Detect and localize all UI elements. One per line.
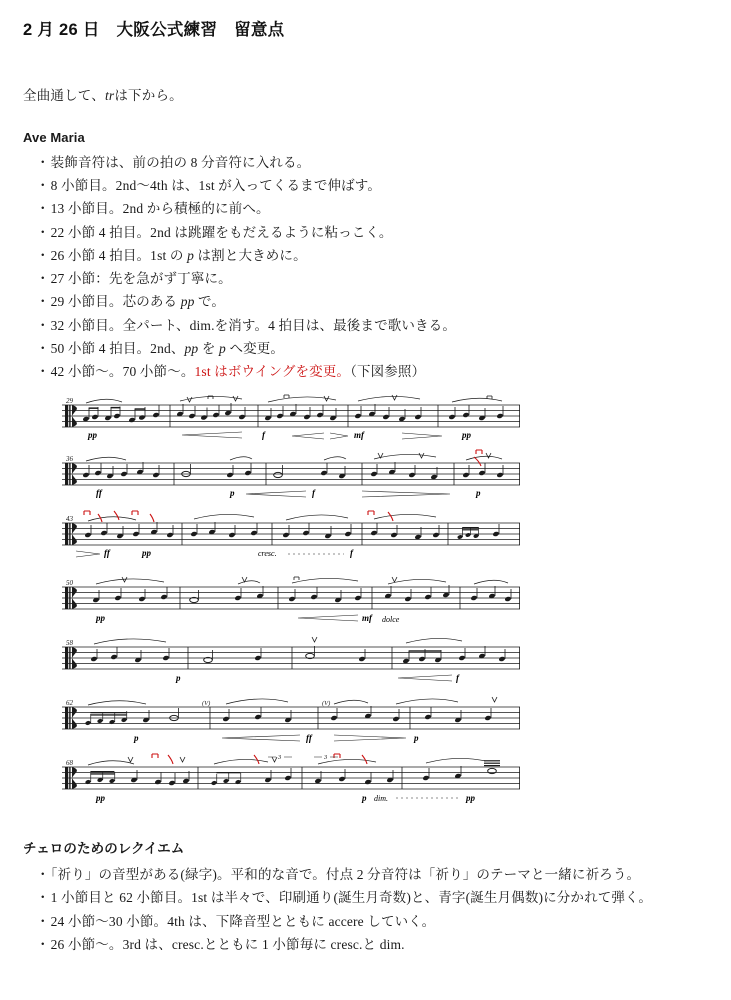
intro-text-before: 全曲通して、: [23, 88, 105, 103]
notes-list-ave-maria: [22, 151, 709, 383]
dynamic-mf: mf: [362, 613, 372, 624]
note-text: 32 小節目。全パート、dim.を消す。4 拍目は、最後まで歌いきる。: [50, 317, 456, 333]
note-text: 26 小節〜。3rd は、cresc.とともに 1 小節毎に cresc.と dim.: [50, 936, 405, 952]
note-text: 装飾音符は、前の拍の 8 分音符に入れる。: [50, 155, 311, 170]
measure-number-label: 50: [66, 579, 73, 588]
note-text: を: [198, 340, 220, 356]
list-item: [36, 267, 709, 290]
tuplet-number: 3: [324, 754, 328, 762]
score-notation-svg: [44, 391, 554, 811]
dynamic-pp: pp: [96, 613, 105, 624]
measure-number-label: 43: [66, 515, 73, 524]
list-item: [36, 174, 709, 197]
optional-marking: (V): [322, 700, 331, 708]
dynamic-pp: pp: [142, 548, 151, 559]
list-item: [36, 886, 709, 909]
list-item: [36, 314, 709, 337]
note-dynamic-mark: p: [219, 340, 226, 356]
note-text: 13 小節目。2nd から積極的に前へ。: [50, 201, 270, 217]
dynamic-mf: mf: [354, 430, 364, 441]
measure-number-label: 62: [66, 699, 73, 708]
note-text: 42 小節〜。70 小節〜。: [50, 363, 195, 379]
dynamic-cresc: cresc.: [258, 549, 277, 559]
note-text: 27 小節：先を急がず丁寧に。: [50, 271, 232, 287]
dynamic-pp: pp: [462, 430, 471, 441]
dynamic-p: p: [230, 488, 235, 499]
note-text: （下図参照）: [350, 363, 426, 379]
list-item: [36, 863, 709, 886]
note-text: へ変更。: [225, 340, 285, 356]
note-text: 22 小節 4 拍目。2nd は跳躍をもだえるように粘っこく。: [50, 224, 393, 240]
list-item: [36, 197, 709, 220]
list-item: [36, 933, 709, 956]
dynamic-pp: pp: [96, 793, 105, 804]
dynamic-pp: pp: [466, 793, 475, 804]
note-dynamic-mark: pp: [184, 340, 199, 356]
tuplet-number: 3: [278, 754, 282, 762]
list-item: [36, 290, 709, 313]
note-text: 「祈り」の音型がある(緑字)。平和的な音で。付点 2 分音符は「祈り」のテーマと一緒に祈ろう。: [50, 867, 641, 883]
dynamic-f: f: [312, 488, 315, 499]
list-item: [36, 337, 709, 360]
note-text: 8 小節目。2nd〜4th は、1st が入ってくるまで伸ばす。: [50, 178, 382, 194]
note-text: 1 小節目と 62 小節目。1st は半々で、印刷通り(誕生月奇数)と、青字(誕生月偶数)に分かれて弾く。: [50, 890, 653, 906]
list-item: [36, 244, 709, 267]
note-text: 26 小節 4 拍目。1st の: [50, 247, 188, 263]
measure-number-label: 36: [66, 455, 73, 464]
notes-list-requiem: [22, 863, 709, 956]
section-heading-ave-maria: Ave Maria: [23, 130, 85, 145]
score-image: [44, 391, 554, 811]
page-title: 2 月 26 日 大阪公式練習 留意点: [23, 21, 285, 39]
intro-text-after: は下から。: [114, 88, 183, 103]
note-text: 50 小節 4 拍目。2nd、: [50, 340, 185, 356]
list-item: [36, 151, 709, 174]
dynamic-p: p: [176, 673, 181, 684]
list-item: [36, 221, 709, 244]
section-requiem: [22, 837, 709, 956]
dynamic-f: f: [350, 548, 353, 559]
list-item: [36, 910, 709, 933]
measure-number-label: 68: [66, 759, 73, 768]
intro-paragraph: [23, 84, 709, 104]
dynamic-ff: ff: [96, 488, 102, 499]
intro-italic-tr: tr: [104, 88, 115, 103]
dynamic-ff: ff: [306, 733, 312, 744]
dynamic-p: p: [134, 733, 139, 744]
note-text: 29 小節目。芯のある: [50, 294, 181, 310]
note-text: 24 小節〜30 小節。4th は、下降音型とともに accere していく。: [50, 913, 436, 929]
section-heading-requiem: チェロのためのレクイエム: [23, 841, 185, 857]
dynamic-p: p: [362, 793, 367, 804]
dynamic-pp: pp: [88, 430, 97, 441]
dynamic-p: p: [476, 488, 481, 499]
expression-dolce: dolce: [382, 615, 400, 625]
note-text: で。: [194, 294, 226, 310]
dynamic-f: f: [456, 673, 459, 684]
dynamic-p: p: [414, 733, 419, 744]
note-dynamic-mark: pp: [180, 294, 195, 310]
note-text: は割と大きめに。: [194, 247, 307, 263]
measure-number-label: 58: [66, 639, 73, 648]
note-text-highlight: 1st はボウイングを変更。: [194, 363, 351, 379]
measure-number-label: 29: [66, 397, 73, 406]
optional-marking: (V): [202, 700, 211, 708]
dynamic-f: f: [262, 430, 265, 441]
dynamic-ff: ff: [104, 548, 110, 559]
list-item: [36, 360, 709, 383]
dynamic-dim: dim.: [374, 794, 388, 804]
note-dynamic-mark: p: [187, 247, 194, 263]
